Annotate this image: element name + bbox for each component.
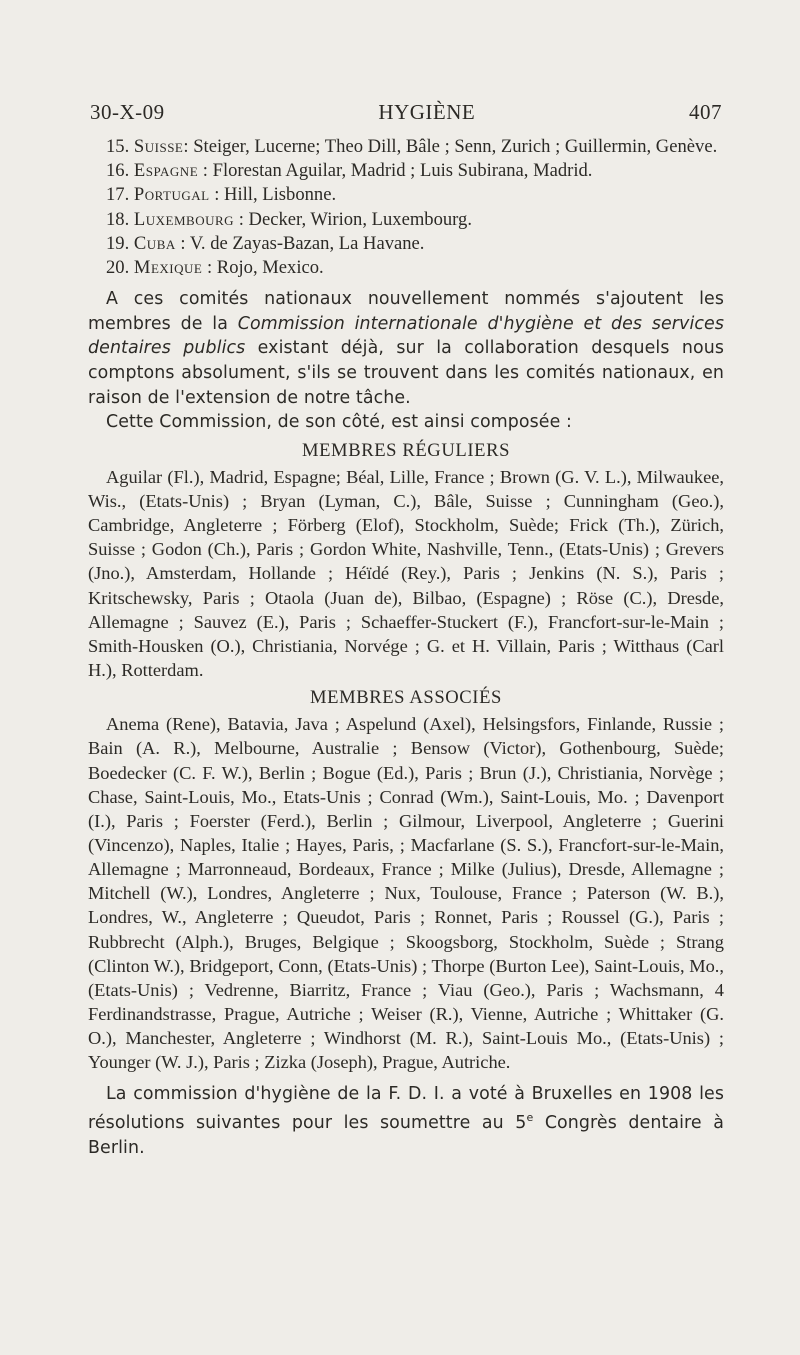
list-item: 15. Suisse: Steiger, Lucerne; Theo Dill, Bâle ; Senn, Zurich ; Guillermin, Genève. xyxy=(106,136,718,157)
national-committees-list xyxy=(88,135,724,280)
list-item: 20. Mexique : Rojo, Mexico. xyxy=(106,257,324,279)
intro-paragraph: A ces comités nationaux nouvellement nommés s'ajoutent les membres de la Commission internationale d'hygiène et des services dentaires publics existant déjà, sur la collaboration desquels nous comptons absolument, s'ils se trouvent dans les comités nationaux, en raison de l'extension de notre tâche. xyxy=(88,289,724,408)
section-title-regular: MEMBRES RÉGULIERS xyxy=(301,439,511,461)
regular-members-text: Aguilar (Fl.), Madrid, Espagne; Béal, Lille, France ; Brown (G. V. L.), Milwaukee, Wis., (Etats-Unis) ; Bryan (Lyman, C.), Bâle, Suisse ; Cunningham (Geo.), Cambridge, Angleterre ; Förberg (Elof), Stockholm, Suède; Frick (Th.), Zürich, Suisse ; Godon (Ch.), Paris ; Gordon White, Nashville, Tenn., (Etats-Unis) ; Grevers (Jno.), Amsterdam, Hollande ; Héïdé (Rey.), Paris ; Jenkins (N. S.), Paris ; Kritschewsky, Paris ; Otaola (Juan de), Bilbao, (Espagne) ; Röse (C.), Dresde, Allemagne ; Sauvez (E.), Paris ; Schaeffer-Stuckert (F.), Francfort-sur-le-Main ; Smith-Housken (O.), Christiania, Norvége ; G. et H. Villain, Paris ; Witthaus (Carl H.), Rotterdam. xyxy=(88,466,724,681)
running-header xyxy=(88,100,724,125)
page-number: 407 xyxy=(689,100,722,124)
list-item: 17. Portugal : Hill, Lisbonne. xyxy=(106,184,337,206)
commission-name: Commission internationale d'hygiène et des services dentaires publics xyxy=(88,313,724,359)
associate-members-text: Anema (Rene), Batavia, Java ; Aspelund (Axel), Helsingsfors, Finlande, Russie ; Bain (A. R.), Melbourne, Australie ; Bensow (Victor), Gothenbourg, Suède; Boedecker (C. F. W.), Berlin ; Bogue (Ed.), Paris ; Brun (J.), Christiania, Norvège ; Chase, Saint-Louis, Mo., Etats-Unis ; Conrad (Wm.), Saint-Louis, Mo. ; Davenport (I.), Paris ; Foerster (Ferd.), Berlin ; Gilmour, Liverpool, Angleterre ; Guerini (Vincenzo), Naples, Italie ; Hayes, Paris, ; Macfarlane (S. S.), Francfort-sur-le-Main, Allemagne ; Marronneaud, Bordeaux, France ; Milke (Julius), Dresde, Allemagne ; Mitchell (W.), Londres, Angleterre ; Nux, Toulouse, France ; Paterson (W. B.), Londres, W., Angleterre ; Queudot, Paris ; Ronnet, Paris ; Roussel (G.), Paris ; Rubbrecht (Alph.), Bruges, Belgique ; Skoogsborg, Stockholm, Suède ; Strang (Clinton W.), Bridgeport, Conn, (Etats-Unis) ; Thorpe (Burton Lee), Saint-Louis, Mo., (Etats-Unis) ; Vedrenne, Biarritz, France ; Viau (Geo.), Paris ; Wachsmann, 4 Ferdinandstrasse, Prague, Autriche ; Weiser (R.), Vienne, Autriche ; Whittaker (G. O.), Manchester, Angleterre ; Windhorst (M. R.), Saint-Louis Mo., (Etats-Unis) ; Younger (W. J.), Paris ; Zizka (Joseph), Prague, Autriche. xyxy=(88,714,724,1073)
header-title: HYGIÈNE xyxy=(378,100,476,124)
composition-paragraph: Cette Commission, de son côté, est ainsi composée : xyxy=(106,412,572,433)
list-item: 16. Espagne : Florestan Aguilar, Madrid ; Luis Subirana, Madrid. xyxy=(106,160,593,182)
list-item: 19. Cuba : V. de Zayas-Bazan, La Havane. xyxy=(106,232,425,254)
list-item: 18. Luxembourg : Decker, Wirion, Luxembourg. xyxy=(106,208,472,230)
page xyxy=(88,100,724,1160)
closing-paragraph: La commission d'hygiène de la F. D. I. a voté à Bruxelles en 1908 les résolutions suivantes pour les soumettre au 5e Congrès dentaire à Berlin. xyxy=(88,1083,724,1158)
header-code: 30-X-09 xyxy=(90,100,165,124)
section-title-associate: MEMBRES ASSOCIÉS xyxy=(310,687,502,709)
